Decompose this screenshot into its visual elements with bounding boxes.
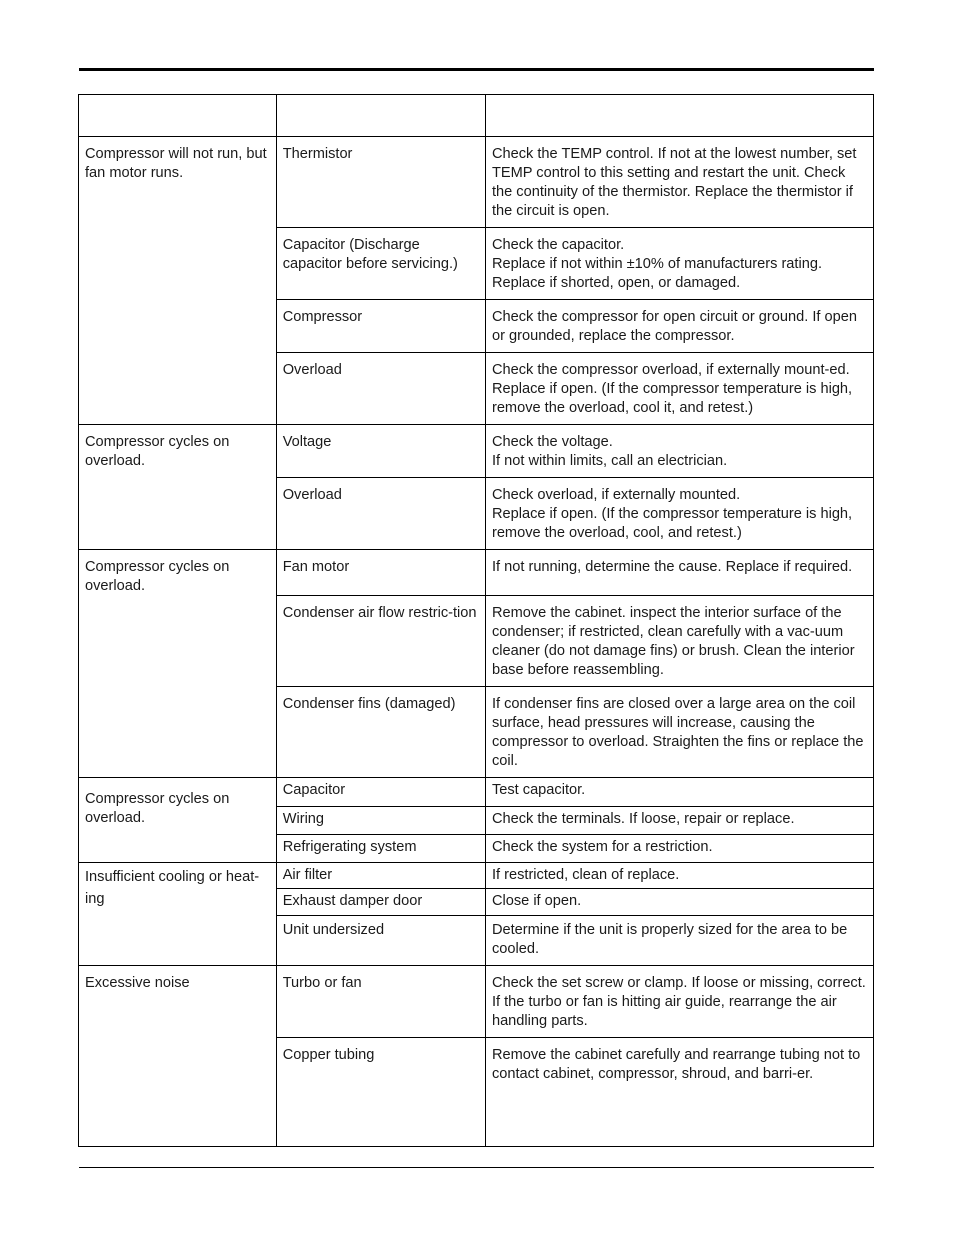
table-row [79, 966, 874, 1038]
table-row [79, 137, 874, 228]
cause-cell: Wiring [276, 807, 485, 835]
cause-cell: Capacitor (Discharge capacitor before servicing.) [276, 228, 485, 300]
remedy-cell: Check the compressor overload, if externally mount-ed. Replace if open. (If the compressor temperature is high, remove the overload, cool it, and retest.) [485, 353, 873, 425]
remedy-cell: Remove the cabinet carefully and rearrange tubing not to contact cabinet, compressor, shroud, and barri-er. [485, 1038, 873, 1147]
cause-cell: Exhaust damper door [276, 889, 485, 916]
header-cause [276, 95, 485, 137]
remedy-line: Check the voltage. [491, 434, 613, 450]
troubleshooting-table [78, 94, 874, 1147]
remedy-cell: Check the terminals. If loose, repair or replace. [485, 807, 873, 835]
remedy-cell: Check the compressor for open circuit or ground. If open or grounded, replace the compressor. [485, 300, 873, 353]
table-row [79, 425, 874, 478]
remedy-cell: Close if open. [485, 889, 873, 916]
header-problem [79, 95, 277, 137]
problem-cell: Insufficient cooling or heat-ing [79, 863, 277, 966]
header-remedy [485, 95, 873, 137]
cause-cell: Unit undersized [276, 916, 485, 966]
remedy-cell [485, 228, 873, 300]
table-row [79, 550, 874, 596]
remedy-cell: If condenser fins are closed over a large area on the coil surface, head pressures will increase, causing the compressor to overload. Straighten the fins or replace the coil. [485, 687, 873, 778]
problem-cell: Compressor will not run, but fan motor runs. [79, 137, 277, 425]
cause-cell: Overload [276, 478, 485, 550]
problem-cell: Compressor cycles on overload. [79, 550, 277, 778]
cause-cell: Condenser air flow restric-tion [276, 596, 485, 687]
remedy-cell: Determine if the unit is properly sized for the area to be cooled. [485, 916, 873, 966]
cause-cell: Air filter [276, 863, 485, 889]
remedy-cell [485, 425, 873, 478]
cause-cell: Copper tubing [276, 1038, 485, 1147]
remedy-line: If not within limits, call an electrician. [491, 453, 728, 469]
table-row [79, 778, 874, 807]
bottom-rule [79, 1167, 874, 1168]
problem-cell: Compressor cycles on overload. [79, 778, 277, 863]
remedy-line: Replace if not within ±10% of manufacturers rating. Replace if shorted, open, or damaged. [491, 256, 823, 291]
header-row [79, 95, 874, 137]
cause-cell: Capacitor [276, 778, 485, 807]
cause-cell: Overload [276, 353, 485, 425]
cause-cell: Thermistor [276, 137, 485, 228]
remedy-line: Replace if open. (If the compressor temperature is high, remove the overload, cool, and retest.) [491, 506, 853, 541]
problem-cell: Compressor cycles on overload. [79, 425, 277, 550]
cause-cell: Condenser fins (damaged) [276, 687, 485, 778]
remedy-line: Check overload, if externally mounted. [491, 487, 741, 503]
remedy-cell: Check the set screw or clamp. If loose or missing, correct. If the turbo or fan is hitting air guide, rearrange the air handling parts. [485, 966, 873, 1038]
cause-cell: Refrigerating system [276, 835, 485, 863]
remedy-cell [485, 478, 873, 550]
remedy-cell: If restricted, clean of replace. [485, 863, 873, 889]
problem-cell: Excessive noise [79, 966, 277, 1147]
remedy-cell: Check the TEMP control. If not at the lowest number, set TEMP control to this setting and restart the unit. Check the continuity of the thermistor. Replace the thermistor if the circuit is open. [485, 137, 873, 228]
cause-cell: Turbo or fan [276, 966, 485, 1038]
remedy-cell: Remove the cabinet. inspect the interior surface of the condenser; if restricted, clean carefully with a vac-uum cleaner (do not damage fins) or brush. Clean the interior base before reassembling. [485, 596, 873, 687]
remedy-line: Check the capacitor. [491, 237, 625, 253]
top-rule [79, 68, 874, 71]
cause-cell: Fan motor [276, 550, 485, 596]
remedy-cell: If not running, determine the cause. Replace if required. [485, 550, 873, 596]
table-row [79, 863, 874, 889]
cause-cell: Voltage [276, 425, 485, 478]
remedy-cell: Test capacitor. [485, 778, 873, 807]
remedy-cell: Check the system for a restriction. [485, 835, 873, 863]
cause-cell: Compressor [276, 300, 485, 353]
